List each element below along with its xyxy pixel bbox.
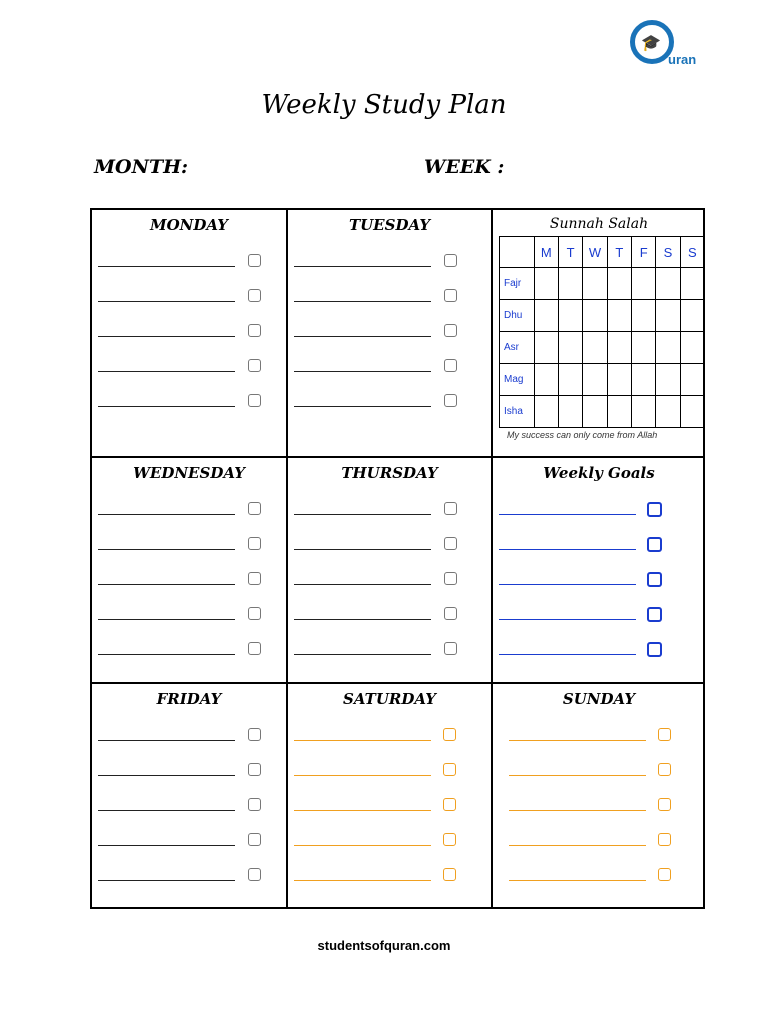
task-checkbox[interactable]: [248, 607, 261, 620]
goal-row: [493, 607, 705, 621]
day-title-saturday: SATURDAY: [343, 690, 436, 708]
tracker-check-cell[interactable]: [558, 332, 582, 364]
task-line[interactable]: [98, 266, 235, 267]
task-line[interactable]: [294, 549, 431, 550]
task-checkbox[interactable]: [444, 254, 457, 267]
task-line[interactable]: [98, 371, 235, 372]
task-checkbox[interactable]: [444, 359, 457, 372]
tracker-check-cell[interactable]: [656, 268, 680, 300]
task-row: [288, 359, 491, 373]
tracker-check-cell[interactable]: [656, 300, 680, 332]
tracker-check-cell[interactable]: [534, 268, 558, 300]
footer-url[interactable]: studentsofquran.com: [317, 938, 451, 953]
tracker-check-cell[interactable]: [632, 364, 656, 396]
task-row: [92, 359, 286, 373]
sunnah-salah-tracker: [499, 236, 705, 428]
monday-cell: [92, 210, 286, 456]
task-checkbox[interactable]: [248, 359, 261, 372]
tracker-check-cell[interactable]: [583, 268, 607, 300]
task-row: [92, 642, 286, 656]
task-line[interactable]: [98, 775, 235, 776]
tracker-prayer-label: Mag: [500, 364, 535, 396]
task-row: [288, 763, 491, 777]
task-line[interactable]: [294, 336, 431, 337]
task-row: [92, 537, 286, 551]
page-title: Weekly Study Plan: [261, 90, 507, 120]
tracker-check-cell[interactable]: [632, 300, 656, 332]
task-line[interactable]: [294, 740, 431, 741]
goal-row: [493, 502, 705, 516]
task-line[interactable]: [294, 301, 431, 302]
tracker-check-cell[interactable]: [583, 396, 607, 428]
task-row: [92, 607, 286, 621]
logo-text: uran: [668, 52, 697, 67]
task-checkbox[interactable]: [248, 728, 261, 741]
task-line[interactable]: [294, 880, 431, 881]
task-row: [92, 502, 286, 516]
tracker-check-cell[interactable]: [656, 332, 680, 364]
task-line[interactable]: [509, 740, 646, 741]
tracker-check-cell[interactable]: [607, 364, 631, 396]
tracker-prayer-label: Asr: [500, 332, 535, 364]
task-row: [92, 798, 286, 812]
task-checkbox[interactable]: [248, 324, 261, 337]
task-checkbox[interactable]: [444, 537, 457, 550]
task-row: [493, 833, 705, 847]
task-row: [288, 537, 491, 551]
tracker-check-cell[interactable]: [680, 332, 704, 364]
day-title-monday: MONDAY: [150, 216, 228, 234]
task-line[interactable]: [98, 740, 235, 741]
day-title-thursday: THURSDAY: [341, 464, 438, 482]
tracker-day-header: F: [632, 237, 656, 268]
task-checkbox[interactable]: [248, 763, 261, 776]
saturday-cell: [288, 684, 491, 909]
task-row: [92, 728, 286, 742]
tracker-day-header: W: [583, 237, 607, 268]
task-line[interactable]: [499, 584, 636, 585]
task-line[interactable]: [294, 775, 431, 776]
task-line[interactable]: [98, 336, 235, 337]
task-checkbox[interactable]: [444, 572, 457, 585]
task-row: [92, 572, 286, 586]
task-checkbox[interactable]: [444, 394, 457, 407]
task-row: [493, 868, 705, 882]
task-checkbox[interactable]: [443, 763, 456, 776]
sunnah-note: My success can only come from Allah: [507, 430, 658, 440]
tracker-check-cell[interactable]: [632, 332, 656, 364]
day-title-wednesday: WEDNESDAY: [133, 464, 245, 482]
tuesday-cell: [288, 210, 491, 456]
task-line[interactable]: [294, 584, 431, 585]
graduation-cap-icon: 🎓: [641, 35, 661, 52]
tracker-check-cell[interactable]: [558, 396, 582, 428]
task-line[interactable]: [499, 654, 636, 655]
task-row: [92, 763, 286, 777]
sunnah-salah-cell: [493, 210, 705, 456]
tracker-prayer-label: Isha: [500, 396, 535, 428]
task-checkbox[interactable]: [647, 537, 662, 552]
tracker-prayer-label: Dhu: [500, 300, 535, 332]
tracker-check-cell[interactable]: [680, 364, 704, 396]
day-title-tuesday: TUESDAY: [348, 216, 431, 234]
task-checkbox[interactable]: [647, 642, 662, 657]
task-line[interactable]: [98, 584, 235, 585]
task-checkbox[interactable]: [444, 324, 457, 337]
task-checkbox[interactable]: [248, 502, 261, 515]
task-row: [493, 728, 705, 742]
task-row: [493, 798, 705, 812]
tracker-check-cell[interactable]: [534, 396, 558, 428]
task-line[interactable]: [98, 845, 235, 846]
task-line[interactable]: [98, 880, 235, 881]
friday-cell: [92, 684, 286, 909]
task-row: [288, 833, 491, 847]
tracker-check-cell[interactable]: [680, 396, 704, 428]
task-line[interactable]: [294, 619, 431, 620]
thursday-cell: [288, 458, 491, 682]
task-checkbox[interactable]: [444, 607, 457, 620]
task-line[interactable]: [98, 619, 235, 620]
planner-grid: [90, 208, 705, 909]
task-line[interactable]: [294, 654, 431, 655]
tracker-check-cell[interactable]: [583, 364, 607, 396]
weekly-goals-title: Weekly Goals: [543, 464, 655, 482]
tracker-prayer-label: Fajr: [500, 268, 535, 300]
task-line[interactable]: [509, 775, 646, 776]
task-checkbox[interactable]: [658, 868, 671, 881]
task-line[interactable]: [509, 880, 646, 881]
tracker-check-cell[interactable]: [680, 268, 704, 300]
task-row: [288, 289, 491, 303]
task-line[interactable]: [98, 301, 235, 302]
task-checkbox[interactable]: [248, 798, 261, 811]
task-line[interactable]: [98, 549, 235, 550]
tracker-check-cell[interactable]: [632, 396, 656, 428]
task-line[interactable]: [98, 406, 235, 407]
task-line[interactable]: [509, 810, 646, 811]
task-checkbox[interactable]: [658, 833, 671, 846]
task-checkbox[interactable]: [647, 607, 662, 622]
goal-row: [493, 642, 705, 656]
task-row: [493, 763, 705, 777]
tracker-check-cell[interactable]: [534, 364, 558, 396]
task-row: [288, 642, 491, 656]
task-row: [92, 394, 286, 408]
task-line[interactable]: [294, 514, 431, 515]
task-row: [288, 254, 491, 268]
task-line[interactable]: [294, 406, 431, 407]
task-row: [288, 798, 491, 812]
task-checkbox[interactable]: [248, 572, 261, 585]
tracker-check-cell[interactable]: [583, 332, 607, 364]
sunnah-salah-title: Sunnah Salah: [549, 216, 649, 232]
tracker-check-cell[interactable]: [656, 396, 680, 428]
task-checkbox[interactable]: [248, 394, 261, 407]
task-line[interactable]: [294, 845, 431, 846]
wednesday-cell: [92, 458, 286, 682]
task-checkbox[interactable]: [443, 868, 456, 881]
tracker-check-cell[interactable]: [680, 300, 704, 332]
task-row: [92, 868, 286, 882]
task-checkbox[interactable]: [658, 728, 671, 741]
task-row: [288, 502, 491, 516]
logo: [628, 18, 700, 74]
task-row: [288, 394, 491, 408]
task-checkbox[interactable]: [248, 833, 261, 846]
task-checkbox[interactable]: [248, 289, 261, 302]
task-checkbox[interactable]: [444, 289, 457, 302]
task-row: [92, 289, 286, 303]
task-line[interactable]: [98, 514, 235, 515]
task-line[interactable]: [294, 371, 431, 372]
day-title-sunday: SUNDAY: [562, 690, 636, 708]
tracker-check-cell[interactable]: [534, 332, 558, 364]
task-checkbox[interactable]: [443, 798, 456, 811]
day-title-friday: FRIDAY: [156, 690, 222, 708]
sunday-cell: [493, 684, 705, 909]
tracker-check-cell[interactable]: [632, 268, 656, 300]
task-checkbox[interactable]: [443, 833, 456, 846]
task-checkbox[interactable]: [444, 642, 457, 655]
task-row: [288, 607, 491, 621]
task-row: [92, 324, 286, 338]
task-checkbox[interactable]: [444, 502, 457, 515]
task-row: [288, 728, 491, 742]
task-row: [288, 868, 491, 882]
task-line[interactable]: [294, 266, 431, 267]
task-checkbox[interactable]: [443, 728, 456, 741]
task-checkbox[interactable]: [647, 572, 662, 587]
tracker-day-header: M: [534, 237, 558, 268]
week-label: WEEK :: [424, 156, 505, 178]
task-checkbox[interactable]: [658, 798, 671, 811]
task-checkbox[interactable]: [248, 868, 261, 881]
task-checkbox[interactable]: [248, 642, 261, 655]
task-checkbox[interactable]: [248, 254, 261, 267]
task-row: [288, 324, 491, 338]
tracker-day-header: S: [656, 237, 680, 268]
tracker-day-header: T: [558, 237, 582, 268]
tracker-corner: [500, 237, 535, 268]
task-line[interactable]: [98, 810, 235, 811]
tracker-check-cell[interactable]: [558, 268, 582, 300]
tracker-day-header: T: [607, 237, 631, 268]
tracker-day-header: S: [680, 237, 704, 268]
tracker-check-cell[interactable]: [583, 300, 607, 332]
task-line[interactable]: [499, 549, 636, 550]
task-row: [288, 572, 491, 586]
task-checkbox[interactable]: [658, 763, 671, 776]
task-line[interactable]: [499, 619, 636, 620]
tracker-check-cell[interactable]: [607, 396, 631, 428]
task-checkbox[interactable]: [248, 537, 261, 550]
goal-row: [493, 537, 705, 551]
task-line[interactable]: [294, 810, 431, 811]
month-label: MONTH:: [94, 156, 189, 178]
weekly-goals-cell: [493, 458, 705, 682]
tracker-check-cell[interactable]: [607, 332, 631, 364]
tracker-check-cell[interactable]: [534, 300, 558, 332]
goal-row: [493, 572, 705, 586]
tracker-check-cell[interactable]: [656, 364, 680, 396]
task-line[interactable]: [98, 654, 235, 655]
tracker-check-cell[interactable]: [558, 364, 582, 396]
task-line[interactable]: [499, 514, 636, 515]
task-line[interactable]: [509, 845, 646, 846]
task-checkbox[interactable]: [647, 502, 662, 517]
tracker-check-cell[interactable]: [607, 268, 631, 300]
tracker-check-cell[interactable]: [558, 300, 582, 332]
task-row: [92, 254, 286, 268]
tracker-check-cell[interactable]: [607, 300, 631, 332]
task-row: [92, 833, 286, 847]
